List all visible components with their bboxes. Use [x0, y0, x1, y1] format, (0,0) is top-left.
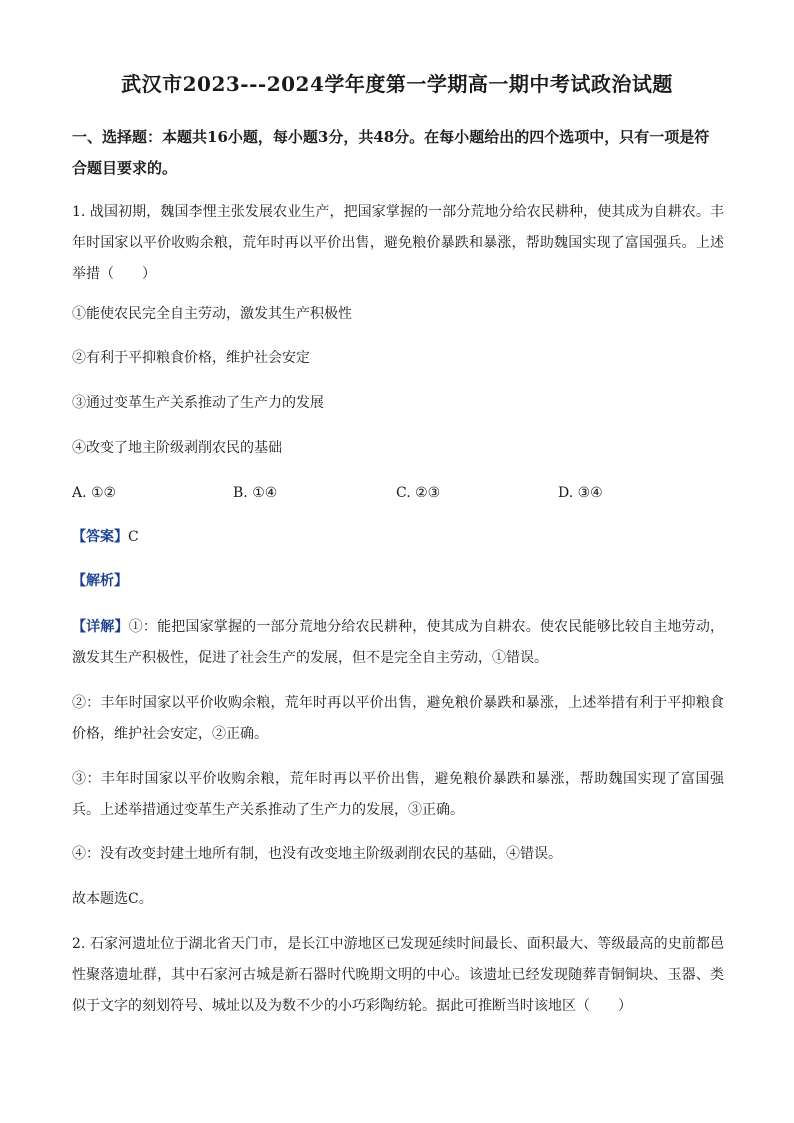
analysis-line: [72, 566, 724, 597]
option-c: C. ②③: [396, 485, 441, 501]
option-a: A. ①②: [72, 485, 117, 501]
analysis-label: 【解析】: [72, 573, 128, 589]
question-1-options: [72, 478, 724, 509]
detail-paragraph-4: ④：没有改变封建土地所有制，也没有改变地主阶级剥削农民的基础，④错误。: [72, 846, 562, 862]
question-1-item-4: ④改变了地主阶级剥削农民的基础: [72, 440, 282, 456]
option-d: D. ③④: [558, 485, 603, 501]
detail-label: 【详解】: [72, 619, 129, 635]
option-b: B. ①④: [233, 485, 278, 501]
detail-text-1: ①：能把国家掌握的一部分荒地分给农民耕种，使其成为自耕农。使农民能够比较自主地劳动，激发其生产积极性，促进了社会生产的发展，但不是完全自主劳动，①错误。: [72, 619, 725, 666]
question-1-item-2: ②有利于平抑粮食价格，维护社会安定: [72, 350, 310, 366]
conclusion-text: 故本题选C。: [72, 891, 153, 907]
answer-label: 【答案】: [72, 529, 128, 545]
section-heading: 一、选择题：本题共16小题，每小题3分，共48分。在每小题给出的四个选项中，只有一项是符合题目要求的。: [72, 128, 710, 177]
page-title: 武汉市2023---2024学年度第一学期高一期中考试政治试题: [121, 72, 673, 96]
question-1-stem: 1. 战国初期，魏国李悝主张发展农业生产，把国家掌握的一部分荒地分给农民耕种，使其成为自耕农。丰年时国家以平价收购余粮，荒年时再以平价出售，避免粮价暴跌和暴涨，帮助魏国实现了富国强兵。上述举措（ ）: [72, 204, 724, 282]
detail-paragraph-2: ②：丰年时国家以平价收购余粮，荒年时再以平价出售，避免粮价暴跌和暴涨，上述举措有利于平抑粮食价格，维护社会安定，②正确。: [72, 695, 724, 742]
detail-paragraph-3: ③：丰年时国家以平价收购余粮，荒年时再以平价出售，避免粮价暴跌和暴涨，帮助魏国实现了富国强兵。上述举措通过变革生产关系推动了生产力的发展，③正确。: [72, 771, 724, 818]
question-1-item-1: ①能使农民完全自主劳动，激发其生产积极性: [72, 306, 352, 322]
question-2-stem: 2. 石家河遗址位于湖北省天门市，是长江中游地区已发现延续时间最长、面积最大、等级最高的史前都邑性聚落遗址群，其中石家河古城是新石器时代晚期文明的中心。该遗址已经发现随葬青铜铜块、玉器、类似于文字的刻划符号、城址以及为数不少的小巧彩陶纺轮。据此可推断当时该地区（ ）: [72, 936, 724, 1014]
detail-paragraph-1: [72, 612, 724, 674]
answer-line: [72, 522, 724, 553]
question-1-item-3: ③通过变革生产关系推动了生产力的发展: [72, 395, 324, 411]
answer-value: C: [128, 529, 139, 545]
